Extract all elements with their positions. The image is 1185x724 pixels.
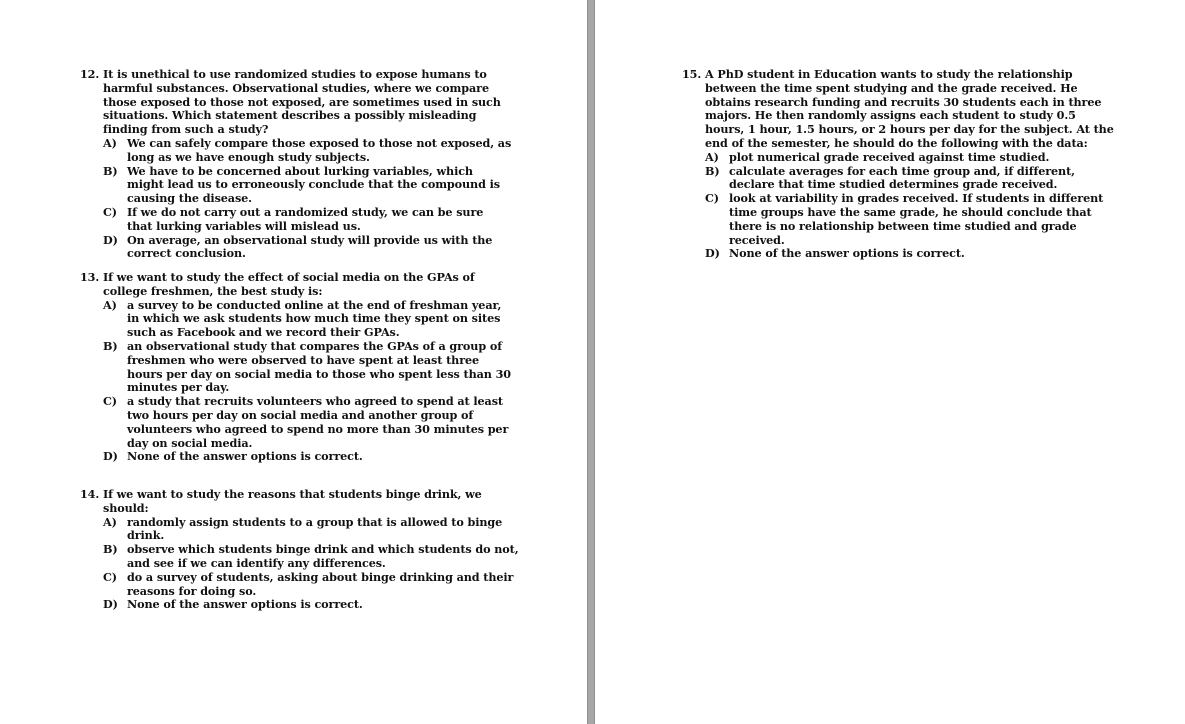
option-text: None of the answer options is correct. — [729, 246, 965, 261]
question-number: 13. — [80, 270, 100, 284]
question-13 — [80, 271, 512, 464]
option-text: observe which students binge drink and which students do not, and see if we can identify any differences. — [127, 542, 519, 570]
option-text: If we do not carry out a randomized study, we can be sure that lurking variables will mislead us. — [127, 204, 484, 233]
question-text: If we want to study the effect of social media on the GPAs of college freshmen, the best study is: — [103, 270, 475, 298]
answer-option-b — [80, 165, 512, 206]
question-stem — [80, 271, 512, 299]
option-letter: C) — [103, 569, 117, 584]
question-stem — [80, 488, 520, 516]
answer-options — [80, 516, 520, 613]
option-letter: D) — [103, 449, 118, 464]
option-letter: D) — [103, 597, 118, 612]
question-stem — [682, 68, 1114, 151]
option-text: None of the answer options is correct. — [127, 449, 363, 464]
option-text: look at variability in grades received. If students in different time groups have the same grade, he should conclude that there is no relationship between time studied and grade received. — [729, 191, 1104, 247]
option-text: a survey to be conducted online at the end of freshman year, in which we ask students how much time they spent on sites such as Facebook and we record their GPAs. — [127, 297, 502, 340]
answer-option-c — [80, 206, 512, 234]
answer-option-d — [80, 234, 512, 262]
question-text: It is unethical to use randomized studies to expose humans to harmful substances. Observational studies, where we compare those exposed to those not exposed, are sometimes used in such situations. Which statement describes a possibly misleading finding from such a study? — [103, 67, 501, 137]
answer-option-c — [682, 192, 1114, 247]
question-14 — [80, 488, 520, 612]
answer-option-a — [80, 516, 520, 544]
option-letter: A) — [103, 297, 117, 312]
question-stem — [80, 68, 512, 137]
answer-option-b — [80, 543, 520, 571]
question-text: If we want to study the reasons that students binge drink, we should: — [103, 487, 482, 515]
answer-option-c — [80, 571, 520, 599]
option-text: None of the answer options is correct. — [127, 597, 363, 612]
option-text: do a survey of students, asking about binge drinking and their reasons for doing so. — [127, 569, 514, 598]
option-text: a study that recruits volunteers who agreed to spend at least two hours per day on social media and another group of volunteers who agreed to spend no more than 30 minutes per day on social media. — [127, 394, 509, 450]
answer-options — [80, 299, 512, 465]
page-left — [0, 0, 587, 724]
question-15 — [682, 68, 1114, 261]
question-text: A PhD student in Education wants to study the relationship between the time spent studying and the grade received. He obtains research funding and recruits 30 students each in three majors. He then randomly assigns each student to study 0.5 hours, 1 hour, 1.5 hours, or 2 hours per day for the subject. At the end of the semester, he should do the following with the data: — [705, 67, 1114, 150]
option-letter: D) — [103, 232, 118, 247]
option-text: an observational study that compares the GPAs of a group of freshmen who were observed to have spent at least three hours per day on social media to those who spent less than 30 minutes per day. — [127, 338, 511, 395]
option-letter: A) — [705, 149, 719, 164]
option-letter: C) — [103, 394, 117, 409]
option-letter: D) — [705, 246, 720, 261]
option-letter: B) — [103, 338, 118, 353]
answer-option-b — [80, 340, 512, 395]
option-letter: B) — [103, 542, 118, 557]
answer-option-d — [682, 247, 1114, 261]
option-text: On average, an observational study will provide us with the correct conclusion. — [127, 232, 493, 261]
answer-options — [80, 137, 512, 261]
option-text: randomly assign students to a group that is allowed to binge drink. — [127, 514, 503, 543]
option-text: We can safely compare those exposed to those not exposed, as long as we have enough study subjects. — [127, 135, 512, 164]
page-right — [595, 0, 1185, 724]
answer-option-b — [682, 165, 1114, 193]
option-letter: B) — [705, 163, 720, 178]
option-letter: C) — [103, 204, 117, 219]
question-number: 12. — [80, 67, 100, 81]
answer-option-a — [80, 137, 512, 165]
page-divider — [587, 0, 595, 724]
answer-option-a — [682, 151, 1114, 165]
question-number: 15. — [682, 67, 702, 81]
option-text: We have to be concerned about lurking variables, which might lead us to erroneously conclude that the compound is causing the disease. — [127, 163, 500, 206]
option-letter: A) — [103, 135, 117, 150]
answer-option-a — [80, 299, 512, 340]
question-12 — [80, 68, 512, 261]
option-letter: C) — [705, 191, 719, 206]
answer-option-c — [80, 395, 512, 450]
answer-options — [682, 151, 1114, 261]
option-letter: A) — [103, 514, 117, 529]
option-text: plot numerical grade received against time studied. — [729, 149, 1050, 164]
answer-option-d — [80, 598, 520, 612]
answer-option-d — [80, 450, 512, 464]
option-text: calculate averages for each time group and, if different, declare that time studied determines grade received. — [729, 163, 1075, 192]
option-letter: B) — [103, 163, 118, 178]
question-number: 14. — [80, 487, 100, 501]
